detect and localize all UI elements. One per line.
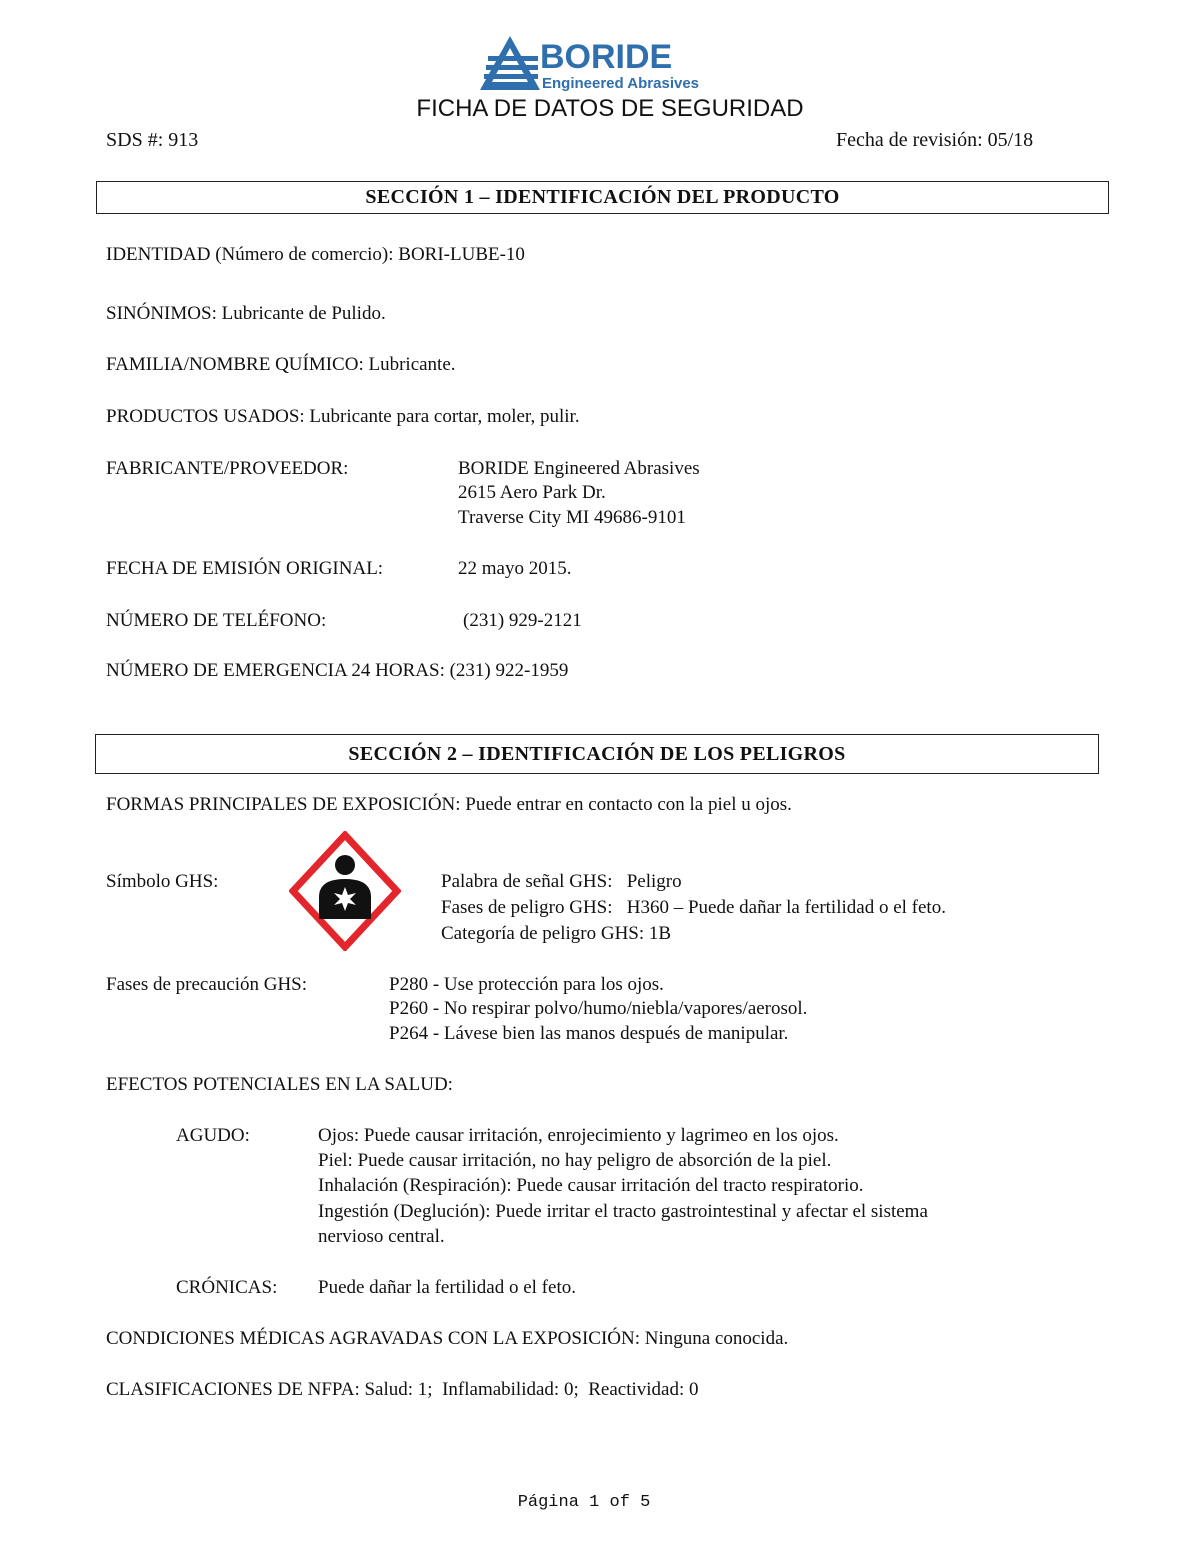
precaution-statement: P280 - Use protección para los ojos. xyxy=(389,974,664,995)
products-used: PRODUCTOS USADOS: Lubricante para cortar, moler, pulir. xyxy=(106,406,580,427)
sds-number: SDS #: 913 xyxy=(106,129,199,151)
chemical-family: FAMILIA/NOMBRE QUÍMICO: Lubricante. xyxy=(106,354,456,375)
acute-label: AGUDO: xyxy=(176,1125,250,1146)
synonyms: SINÓNIMOS: Lubricante de Pulido. xyxy=(106,303,386,324)
section1-heading xyxy=(96,181,1109,214)
health-effects-heading: EFECTOS POTENCIALES EN LA SALUD: xyxy=(106,1074,453,1095)
logo-brand-text: BORIDE xyxy=(540,38,673,76)
manufacturer-line: 2615 Aero Park Dr. xyxy=(458,482,606,503)
ghs-signal-word: Palabra de señal GHS: Peligro xyxy=(441,871,682,892)
section1-heading-text: SECCIÓN 1 – IDENTIFICACIÓN DEL PRODUCTO xyxy=(365,186,840,208)
logo-tagline-text: Engineered Abrasives xyxy=(542,75,700,92)
company-logo xyxy=(478,34,728,94)
manufacturer-line: BORIDE Engineered Abrasives xyxy=(458,458,700,479)
chronic-label: CRÓNICAS: xyxy=(176,1277,278,1298)
emergency-number: NÚMERO DE EMERGENCIA 24 HORAS: (231) 922-1959 xyxy=(106,660,569,681)
acute-effect-line: Inhalación (Respiración): Puede causar irritación del tracto respiratorio. xyxy=(318,1175,864,1196)
acute-effect-line: nervioso central. xyxy=(318,1226,445,1247)
ghs-hazard-phrase: Fases de peligro GHS: H360 – Puede dañar la fertilidad o el feto. xyxy=(441,897,946,918)
exposure-routes: FORMAS PRINCIPALES DE EXPOSICIÓN: Puede entrar en contacto con la piel u ojos. xyxy=(106,794,792,815)
acute-effect-line: Ojos: Puede causar irritación, enrojecimiento y lagrimeo en los ojos. xyxy=(318,1125,839,1146)
phone-value: (231) 929-2121 xyxy=(463,610,582,631)
ghs-hazard-category: Categoría de peligro GHS: 1B xyxy=(441,923,672,944)
ghs-symbol-label: Símbolo GHS: xyxy=(106,871,219,892)
nfpa-ratings: CLASIFICACIONES DE NFPA: Salud: 1; Inflamabilidad: 0; Reactividad: 0 xyxy=(106,1379,699,1400)
health-hazard-icon xyxy=(289,831,401,951)
phone-label: NÚMERO DE TELÉFONO: xyxy=(106,610,327,631)
precaution-statement: P264 - Lávese bien las manos después de manipular. xyxy=(389,1023,789,1044)
issue-date-label: FECHA DE EMISIÓN ORIGINAL: xyxy=(106,558,384,579)
product-identity: IDENTIDAD (Número de comercio): BORI-LUBE-10 xyxy=(106,244,525,265)
manufacturer-line: Traverse City MI 49686-9101 xyxy=(458,507,686,528)
section2-heading-text: SECCIÓN 2 – IDENTIFICACIÓN DE LOS PELIGROS xyxy=(348,742,846,765)
issue-date-value: 22 mayo 2015. xyxy=(458,558,572,579)
aggravated-conditions: CONDICIONES MÉDICAS AGRAVADAS CON LA EXPOSICIÓN: Ninguna conocida. xyxy=(106,1328,789,1349)
manufacturer-label: FABRICANTE/PROVEEDOR: xyxy=(106,458,349,479)
precaution-statement: P260 - No respirar polvo/humo/niebla/vapores/aerosol. xyxy=(389,998,808,1019)
section2-heading xyxy=(95,734,1099,774)
revision-date: Fecha de revisión: 05/18 xyxy=(836,129,1034,151)
acute-effect-line: Piel: Puede causar irritación, no hay peligro de absorción de la piel. xyxy=(318,1150,832,1171)
chronic-value: Puede dañar la fertilidad o el feto. xyxy=(318,1277,576,1298)
boride-logo-graphic xyxy=(478,34,728,94)
acute-effect-line: Ingestión (Deglución): Puede irritar el tracto gastrointestinal y afectar el sistema xyxy=(318,1201,928,1222)
precaution-label: Fases de precaución GHS: xyxy=(106,974,308,995)
document-title: FICHA DE DATOS DE SEGURIDAD xyxy=(416,95,804,122)
page-number: Página 1 of 5 xyxy=(517,1493,651,1512)
